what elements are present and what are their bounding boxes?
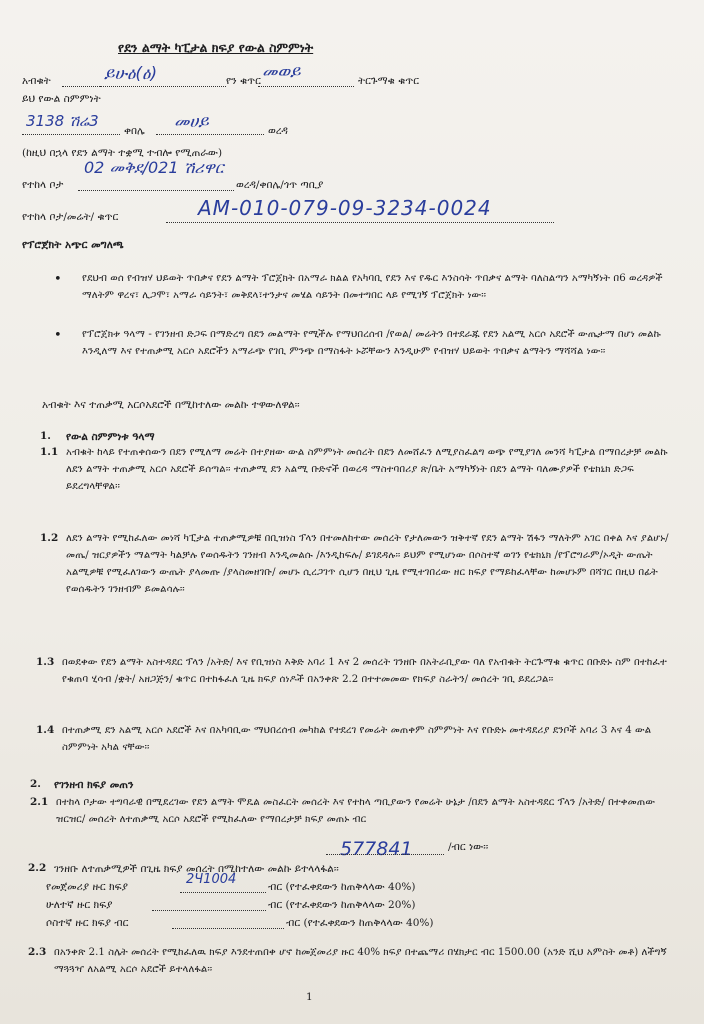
payment-line-tail: ብር (የተፈቀደውን ከጠቅላላው 40%) [268,881,416,893]
section-number: 1.1 [40,446,59,458]
section-number: 1.2 [40,532,59,544]
page-number: 1 [306,991,313,1003]
payment-line-label: ሁለተኛ ዙር ክፍያ [46,899,113,911]
location-label: የተከላ ቦታ [22,179,64,191]
kebele-label: ቀበሌ [124,125,145,137]
payment-line-tail: ብር (የተፈቀደውን ከጠቅላላው 40%) [286,917,434,929]
amount-suffix: /ብር ነው፡፡ [448,841,489,853]
section-text: አብቁት ከላይ የተጠቀሰውን በደን የሚለማ መሬት በተያዘው ውል ስምምነት መሰረት በደን ለመሸፈን ለሚያስፈልግ ወጭ የሚያገለ መንሻ ካፒታል በማበረታቻ መልኩ ለደን ልማት ተጠቃሚ አርሶ አደሮች ይሰጣል፡፡ ተጠቃሚ ደን አልሚ ቡድኖች በወረዳ ማስተባበሪያ ጽ/ቤት አማካኝነት በደን ልማት ባለሙያዎች የቴክኒክ ድጋፍ ይደረግላቸዋል፡፡ [66,447,668,492]
section-number: 1.3 [36,656,55,668]
bullet-item: የፕሮጀክቱ ዓላማ - የገንዘብ ድጋፍ በማድረግ በደን መልማት የሚችሉ የማህበረሰብ /የወል/ መሬትን በተደራጁ የደን አልሚ አርሶ አደሮች ውጤታማ በሆነ መልኩ እንዲለማ እና የተጠቃሚ አርሶ አደሮችን አማራጭ የገቢ ምንጭ በማስፋት ኑሯቸውን እንዲሁም የብዝሃ ህይወት ጥበቃና ልማትን ማሻሻል ነው፡፡ [82,329,661,357]
house-label: የን ቁጥር [226,75,261,87]
payment-line-tail: ብር (የተፈቀደውን ከጠቅላላው 20%) [268,899,416,911]
plot-value: AM-010-079-09-3234-0024 [198,196,492,220]
woreda-label: ወረዳ [268,125,288,137]
plot-label: የተከላ ቦታ/መሬት/ ቁጥር [22,211,119,223]
bullet-marker: • [54,328,62,343]
note-line: (ከዚህ በኋላ የደን ልማት ተቋሚ ተብሎ የሚጠራው) [22,147,223,159]
owner-value: ይሁዕ(ዕ) [104,64,158,84]
payment-line-label: ሶስተኛ ዙር ክፍያ ብር [46,917,129,929]
kebele-value: መሀይ [174,112,209,132]
section-text: በተከላ ቦታው ተግባራዊ በሚደረገው የደን ልማት ሞዴል መስፈርት መሰረት እና የተከላ ጣቢያውን የመሬት ሁኔታ /በደን ልማት አስተዳደር ፕላን /አትድ/ በተቀመጠው ዝርዝር/ መሰረት ለተጠቃሚ አርሶ አደሮች የሚከፈለው የማበረታቻ ክፍያ መጠኑ ብር [56,797,656,825]
contract-label: ይህ የውል ስምምነት [22,93,101,105]
payment-line-label: የመጀመሪያ ዙር ክፍያ [46,881,128,893]
bullet-marker: • [54,272,62,287]
section-number: 1. [40,430,51,442]
location-suffix: ወረዳ/ቀበሌ/ጎጥ ጣቢያ [236,179,324,191]
section-number: 2. [30,778,41,790]
section-text: በተጠቃሚ ደን አልሚ አርሶ አደሮች እና በአካባቢው ማህበረሰብ መካከል የተደረገ የመሬት መጠቀም ስምምነት እና የቡድኑ መተዳደሪያ ደንቦች አባሪ 3 እና 4 ውል ስምምነት አካል ናቸው፡፡ [62,725,652,753]
section-text: ለደን ልማት የሚከፈለው መነሻ ካፒታል ተጠቃሚዎቹ በቢዝነስ ፕላን በተመለከተው መሰረት የታለመውን ዝቅተኛ የደን ልማት ሽፋን ማለትም አገር በቀል እና ያልሆኑ/መጤ/ ዝርያዎችን ማልማት ካልቻሉ የወሰዱትን ገንዘብ እንዲመልሱ /እንዲከፍሉ/ ይገደዳሉ፡፡ ይህም የሚሆነው በሶስተኛ ወገን የቴክኒክ /የፕሮግራም/ኦዲት ውጤት አልሚዎቹ የሚፈለገውን ውጤት ያላመጡ /ያላስመዘገቡ/ መሆኑ ሲረጋገጥ ሲሆን በዚህ ጊዜ የሚተገበረው ዘር ክፍያ የማይከፈላቸው ከመሆኑም በሻገር በዚህ በፊት የወሰዱትን ገንዘብም ይመልሳሉ፡፡ [66,533,669,595]
bullet-item: የደህብ ወሰ የብዝሃ ህይወት ጥበቃና የደን ልማት ፕሮጀክት በአማራ ክልል የአካባቢ የደን እና የዱር እንስሳት ጥበቃና ልማት ባለስልጣን አማካኝነት በ6 ወረዳዎች ማለትም ዋረና፣ ሊጋሞ፣ አማራ ሳይንት፣ መቅደላ፣ተንታና መሄል ሳይንት በመተግበር ላይ የሚገኝ ፕሮጀክት ነው፡፡ [82,273,663,301]
handwritten-amount: 3138 ሽሬ3 [26,112,99,130]
section-number: 2.1 [30,796,49,808]
section-number: 2.2 [28,862,47,874]
section-text: ገንዘቡ ለተጠቃሚዎች በጊዜ ክፍያ መሰረት በሚከተለው መልኩ ይተላላፋል፡፡ [54,863,339,875]
agreement-line: አብቁት እና ተጠቃሚ አርሶአደሮች በሚከተለው መልኩ ተዋውለዋል፡፡ [42,399,300,411]
section-text: በወደቀው የደን ልማት አስተዳደር ፕላን /አትድ/ እና የቢዝነስ እቅድ አባሪ 1 እና 2 መሰረት ገንዘቡ በአትራቢያው ባለ የአብቁት ትርጉማቁ ቁጥር በቡድኑ ስም በተከፈተ የቁጠባ ሂሳብ /ቋት/ አዘጋጅን/ ቁጥር በተከፋፈለ ጊዜ ክፍያ ሰነዶች በአንቀጽ 2.2 በተተመመው የክፍያ ስራትን/ መሰረት ገቢ ይደረጋል፡፡ [62,657,667,685]
amount-handwritten: 577841 [340,838,413,860]
section-text: በአንቀጽ 2.1 ስሌት መሰረት የሚከፈለዉ ክፍያ እንደተጠበቀ ሆኖ ከመጀመሪያ ዙር 40% ክፍያ በተጨማሪ በሄክታር ብር 1500.00 (አንድ ሺህ አምስት መቶ) ለችግኝ ማጓጓዣ ለአልሚ አርሶ አደሮች ይተላለፋል፡፡ [54,947,667,975]
document-title: የደን ልማት ካፒታል ክፍያ የውል ስምምነት [118,40,314,55]
payment-line-value: 2Ч1004 [186,872,237,887]
intro-heading: የፕሮጀክት አጭር መግለጫ [22,239,124,251]
house-value: መወይ [262,62,301,82]
owner-label: አብቁት [22,75,51,87]
section-number: 1.4 [36,724,55,736]
translator-label: ትርጉማቁ ቁጥር [358,75,420,87]
location-value: 02 መቅደ/021 ሽሪዋር [84,158,224,177]
section-number: 2.3 [28,946,47,958]
section1-heading: የውል ስምምነቱ ዓላማ [66,431,155,443]
section2-heading: የገንዘብ ክፍያ መጠን [54,779,134,791]
